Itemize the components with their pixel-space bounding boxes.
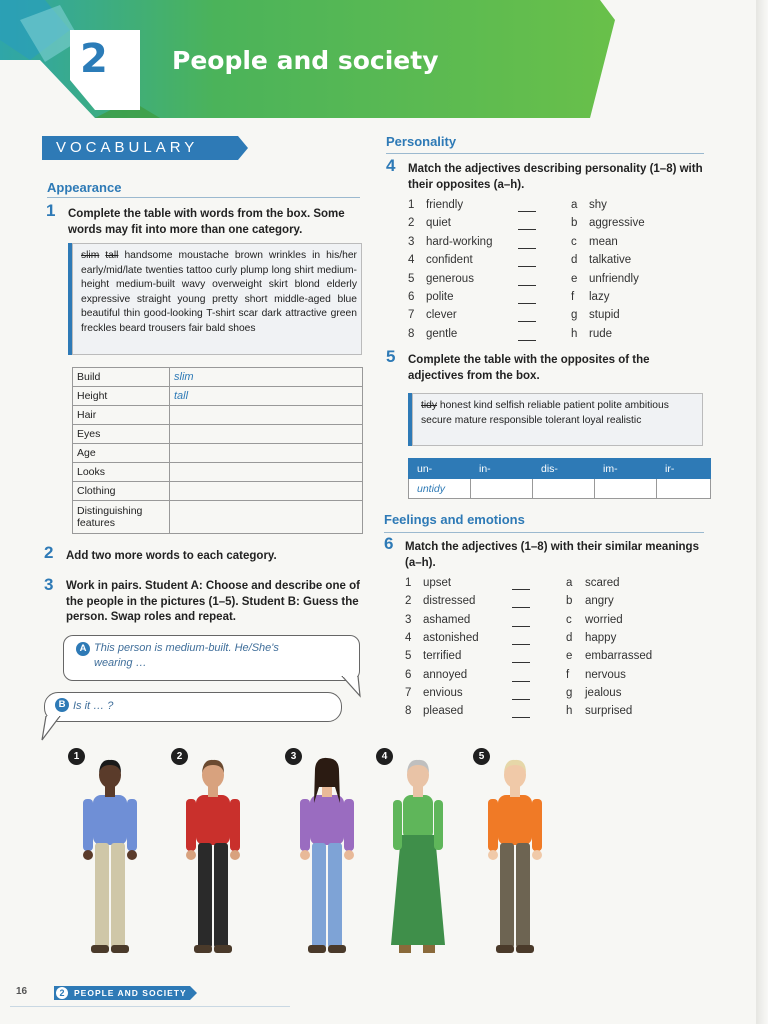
option-word: embarrassed [585, 650, 653, 663]
person-figure-5 [470, 745, 560, 965]
feelings-heading: Feelings and emotions [384, 512, 525, 527]
item-number: 3 [408, 235, 415, 248]
match-row [0, 328, 768, 346]
option-letter: g [566, 686, 573, 699]
feelings-rule [384, 532, 704, 533]
option-letter: d [566, 631, 573, 644]
word-list: handsome moustache brown wrinkles in his/her early/mid/late twenties tattoo curly plump long shirt medium-height medium-built wavy overweight skirt blond elderly expressive straight young pretty short middle-aged blue beautiful thin good-looking T-shirt scar dark attractive green freckles beard trousers fair bald shoes [81, 250, 357, 334]
table-row [73, 368, 363, 387]
item-number: 8 [408, 327, 415, 340]
item-word: friendly [426, 199, 464, 211]
unit-header [0, 0, 768, 125]
table-row [73, 482, 363, 501]
item-number: 6 [405, 668, 412, 681]
answer-blank[interactable] [512, 626, 530, 627]
answer-blank[interactable] [518, 340, 536, 341]
option-letter: e [566, 650, 573, 663]
category-answer[interactable]: slim [170, 368, 363, 387]
prefix-header: im- [595, 459, 657, 479]
answer-blank[interactable] [512, 644, 530, 645]
prefix-answer[interactable] [471, 479, 533, 499]
table-row [73, 463, 363, 482]
prefix-header: un- [409, 459, 471, 479]
match-row [0, 669, 768, 687]
vocabulary-banner: VOCABULARY [42, 136, 238, 160]
match-row [0, 291, 768, 309]
option-word: happy [585, 631, 617, 644]
exercise-1-instruction: Complete the table with words from the box. Some words may fit into more than one category. [68, 208, 345, 236]
option-letter: e [571, 272, 578, 285]
prefix-answer-row [409, 479, 711, 499]
footer-unit-banner [54, 986, 190, 1000]
table-row [73, 406, 363, 425]
answer-blank[interactable] [518, 248, 536, 249]
option-letter: h [566, 705, 573, 718]
option-letter: h [571, 327, 578, 340]
match-row [0, 595, 768, 613]
option-word: talkative [589, 254, 632, 267]
match-row [0, 650, 768, 668]
exercise-4-instruction: Match the adjectives describing personality (1–8) with their opposites (a–h). [408, 163, 703, 191]
option-letter: f [566, 668, 570, 681]
unit-title: People and society [172, 46, 439, 75]
option-word: unfriendly [589, 272, 639, 285]
option-letter: f [571, 291, 575, 303]
option-word: shy [589, 199, 607, 211]
struck-word: slim [81, 250, 100, 261]
footer-unit-badge: 2 [56, 987, 68, 999]
item-number: 4 [408, 254, 415, 267]
prefix-header: in- [471, 459, 533, 479]
person-number-badge: 5 [473, 748, 490, 765]
category-answer[interactable] [170, 501, 363, 534]
student-b-badge: B [55, 698, 69, 712]
personality-heading: Personality [386, 134, 457, 149]
item-word: polite [426, 291, 454, 303]
footer-banner-arrow [190, 986, 197, 1000]
option-word: mean [589, 235, 618, 248]
category-label: Looks [73, 463, 170, 482]
exercise-6-number: 6 [384, 534, 394, 553]
prefix-answer[interactable] [533, 479, 595, 499]
exercise-5-number: 5 [386, 347, 396, 366]
vocabulary-banner-arrow [238, 136, 248, 160]
item-word: envious [423, 686, 463, 699]
match-row [0, 254, 768, 272]
category-answer[interactable] [170, 463, 363, 482]
prefix-answer[interactable] [595, 479, 657, 499]
exercise-2-instruction: Add two more words to each category. [66, 550, 277, 562]
answer-blank[interactable] [512, 717, 530, 718]
option-word: lazy [589, 291, 610, 303]
match-row [0, 309, 768, 327]
item-word: ashamed [423, 613, 471, 626]
person-number-badge: 1 [68, 748, 85, 765]
item-word: upset [423, 577, 452, 589]
option-word: aggressive [589, 217, 645, 230]
answer-blank[interactable] [512, 607, 530, 608]
category-label: Height [73, 387, 170, 406]
category-label: Distinguishing features [73, 501, 170, 534]
answer-blank[interactable] [518, 303, 536, 304]
person-figure-3 [282, 745, 372, 965]
match-row [0, 577, 768, 595]
footer-rule [10, 1006, 290, 1007]
word-box-5 [412, 393, 703, 446]
prefix-header-row [409, 459, 711, 479]
item-number: 6 [408, 291, 415, 303]
prefix-answer[interactable] [657, 479, 711, 499]
exercise-5-instruction: Complete the table with the opposites of the adjectives from the box. [408, 354, 650, 382]
exercise-1-number: 1 [46, 201, 56, 220]
category-answer[interactable]: tall [170, 387, 363, 406]
category-label: Age [73, 444, 170, 463]
option-letter: b [566, 595, 573, 608]
item-number: 4 [405, 631, 412, 644]
category-label: Eyes [73, 425, 170, 444]
appearance-heading: Appearance [47, 180, 122, 195]
item-number: 7 [405, 686, 412, 699]
exercise-3-number: 3 [44, 575, 54, 594]
item-word: hard-working [426, 235, 493, 248]
option-word: scared [585, 577, 620, 589]
page-edge [756, 0, 768, 1024]
answer-blank[interactable] [512, 662, 530, 663]
option-word: angry [585, 595, 614, 608]
category-answer[interactable] [170, 482, 363, 501]
match-row [0, 273, 768, 291]
answer-blank[interactable] [512, 699, 530, 700]
exercise-3-instruction: Work in pairs. Student A: Choose and describe one of the people in the pictures (1–5). Student B: Guess the person. Swap roles and repeat. [66, 580, 360, 623]
item-number: 1 [408, 199, 415, 211]
personality-rule [386, 153, 704, 154]
answer-blank[interactable] [518, 211, 536, 212]
prefix-table [408, 458, 711, 499]
match-row [0, 632, 768, 650]
item-number: 2 [405, 595, 412, 608]
item-number: 8 [405, 705, 412, 718]
item-word: generous [426, 272, 474, 285]
option-word: stupid [589, 309, 620, 322]
person-number-badge: 2 [171, 748, 188, 765]
item-word: astonished [423, 631, 479, 644]
person-figure-1 [65, 745, 155, 965]
prefix-header: dis- [533, 459, 595, 479]
option-word: jealous [585, 686, 622, 699]
match-row [0, 687, 768, 705]
option-letter: c [566, 613, 572, 626]
exercise-6-instruction: Match the adjectives (1–8) with their similar meanings (a–h). [405, 541, 699, 569]
category-label: Clothing [73, 482, 170, 501]
table-row [73, 425, 363, 444]
option-letter: c [571, 235, 577, 248]
unit-number: 2 [80, 36, 108, 82]
exercise-4-number: 4 [386, 156, 396, 175]
person-figure-2 [168, 745, 258, 965]
item-word: terrified [423, 650, 462, 663]
answer-blank[interactable] [512, 681, 530, 682]
category-answer[interactable] [170, 444, 363, 463]
item-number: 5 [405, 650, 412, 663]
answer-blank[interactable] [518, 266, 536, 267]
item-number: 1 [405, 577, 412, 589]
answer-blank[interactable] [518, 229, 536, 230]
person-number-badge: 3 [285, 748, 302, 765]
option-letter: d [571, 254, 578, 267]
table-row [73, 387, 363, 406]
category-label: Hair [73, 406, 170, 425]
exercise-2-number: 2 [44, 543, 54, 562]
student-a-badge: A [76, 642, 90, 656]
category-label: Build [73, 368, 170, 387]
page-number: 16 [16, 986, 28, 997]
table-row [73, 501, 363, 534]
option-letter: g [571, 309, 578, 322]
answer-blank[interactable] [512, 589, 530, 590]
item-number: 7 [408, 309, 415, 322]
appearance-table [72, 367, 363, 534]
speech-b-text: Is it … ? [73, 700, 114, 712]
option-letter: a [571, 199, 578, 211]
item-word: gentle [426, 327, 458, 340]
option-word: surprised [585, 705, 633, 718]
person-figure-4 [373, 745, 463, 965]
category-answer[interactable] [170, 406, 363, 425]
item-word: annoyed [423, 668, 468, 681]
answer-blank[interactable] [518, 321, 536, 322]
table-row [73, 444, 363, 463]
item-word: pleased [423, 705, 464, 718]
match-row [0, 217, 768, 235]
match-row [0, 705, 768, 723]
answer-blank[interactable] [518, 285, 536, 286]
struck-word: tall [105, 250, 119, 261]
item-word: distressed [423, 595, 476, 608]
prefix-header: ir- [657, 459, 711, 479]
person-number-badge: 4 [376, 748, 393, 765]
word-list: honest kind selfish reliable patient polite ambitious secure mature responsible tolerant loyal realistic [421, 400, 669, 426]
item-word: quiet [426, 217, 451, 230]
struck-word: tidy [421, 400, 438, 411]
appearance-rule [47, 197, 360, 198]
option-letter: b [571, 217, 578, 230]
prefix-answer[interactable]: untidy [409, 479, 471, 499]
item-word: clever [426, 309, 457, 322]
option-word: worried [585, 613, 623, 626]
match-row [0, 199, 768, 217]
option-letter: a [566, 577, 573, 589]
option-word: nervous [585, 668, 626, 681]
category-answer[interactable] [170, 425, 363, 444]
speech-a-text: This person is medium-built. He/She's wearing … [94, 642, 279, 669]
match-row [0, 236, 768, 254]
item-number: 2 [408, 217, 415, 230]
item-number: 5 [408, 272, 415, 285]
option-word: rude [589, 327, 613, 340]
item-number: 3 [405, 613, 412, 626]
match-row [0, 614, 768, 632]
footer-unit-name: PEOPLE AND SOCIETY [74, 988, 187, 998]
item-word: confident [426, 254, 473, 267]
